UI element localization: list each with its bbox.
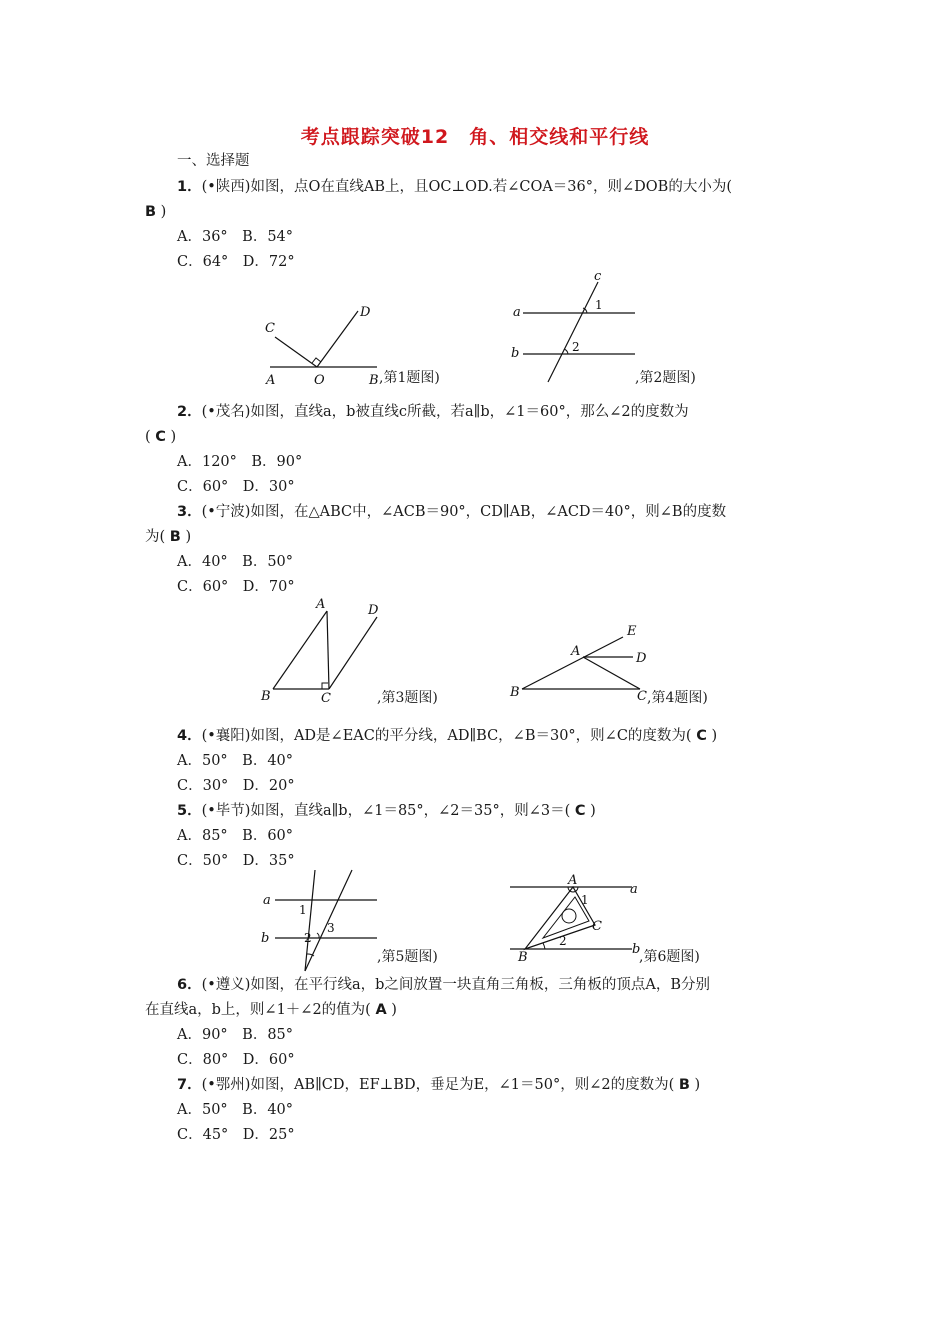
question-3-continued <box>145 527 191 547</box>
label-1: 1 <box>581 893 589 907</box>
answer: C <box>574 803 586 819</box>
answer: A <box>375 1002 387 1018</box>
options-row: C．60° D．30° <box>177 479 295 495</box>
section-heading: 一、选择题 <box>177 153 250 169</box>
answer: C <box>155 429 166 445</box>
figure-6 <box>505 873 700 965</box>
bracket: 为( <box>145 529 166 545</box>
figure-caption: ,第4题图) <box>647 690 708 706</box>
answer: C <box>696 728 707 744</box>
question-number: 2． <box>177 404 202 420</box>
bracket: ) <box>185 529 192 545</box>
label-E: E <box>627 624 637 639</box>
bracket: ) <box>170 429 177 445</box>
label-D: D <box>360 305 371 320</box>
figure-caption: ,第1题图) <box>379 370 440 386</box>
figure-caption: ,第6题图) <box>639 949 700 965</box>
label-B: B <box>510 685 520 700</box>
label-1: 1 <box>299 903 307 917</box>
question-1 <box>177 177 732 197</box>
bracket: ) <box>391 1002 397 1018</box>
figure-caption: ,第2题图) <box>635 370 696 386</box>
options-row: A．120° B．90° <box>177 454 303 470</box>
options-row: A．50° B．40° <box>177 1102 294 1118</box>
label-a: a <box>513 305 521 320</box>
question-7 <box>177 1075 700 1095</box>
question-text: (•茂名)如图，直线a，b被直线c所截，若a∥b，∠1＝60°，那么∠2的度数为 <box>201 404 689 420</box>
options-row: C．30° D．20° <box>177 778 295 794</box>
question-number: 6． <box>177 977 202 993</box>
label-2: 2 <box>559 934 567 948</box>
options-row: A．40° B．50° <box>177 554 294 570</box>
question-text: (•宁波)如图，在△ABC中，∠ACB＝90°，CD∥AB，∠ACD＝40°，则∠B的度数 <box>201 504 727 520</box>
label-c: c <box>594 269 602 284</box>
options-row: A．36° B．54° <box>177 229 294 245</box>
label-a: a <box>263 893 271 908</box>
figure-4 <box>505 620 708 706</box>
options-row: A．85° B．60° <box>177 828 294 844</box>
label-b: b <box>632 942 641 957</box>
options-row: A．90° B．85° <box>177 1027 294 1043</box>
answer: B <box>145 204 157 220</box>
bracket: ) <box>694 1077 701 1093</box>
answer: B <box>169 529 181 545</box>
figure-1 <box>255 295 455 390</box>
question-text: (•毕节)如图，直线a∥b，∠1＝85°，∠2＝35°，则∠3＝( <box>201 803 571 819</box>
question-2 <box>177 402 689 422</box>
question-3 <box>177 502 726 522</box>
label-A: A <box>316 597 326 612</box>
question-text: (•遵义)如图，在平行线a，b之间放置一块直角三角板，三角板的顶点A，B分别 <box>201 977 711 993</box>
question-number: 5． <box>177 803 202 819</box>
question-4 <box>177 726 717 746</box>
question-2-continued <box>145 427 176 447</box>
label-2: 2 <box>572 340 580 354</box>
figure-caption: ,第3题图) <box>377 690 438 706</box>
question-number: 1． <box>177 179 202 195</box>
question-5 <box>177 801 596 821</box>
question-text: (•鄂州)如图，AB∥CD，EF⊥BD，垂足为E，∠1＝50°，则∠2的度数为( <box>201 1077 675 1093</box>
label-3: 3 <box>327 921 335 935</box>
label-A: A <box>571 644 581 659</box>
answer: B <box>678 1077 690 1093</box>
question-6 <box>177 975 710 995</box>
label-A: A <box>266 373 276 388</box>
bracket: ) <box>711 728 718 744</box>
bracket: ) <box>590 803 596 819</box>
question-text: (•陕西)如图，点O在直线AB上，且OC⊥OD.若∠COA＝36°，则∠DOB的大小为( <box>201 179 732 195</box>
figure-3 <box>255 595 438 710</box>
options-row: C．64° D．72° <box>177 254 295 270</box>
label-C: C <box>265 321 275 336</box>
figure-2 <box>505 268 715 388</box>
label-B: B <box>518 950 528 965</box>
label-a: a <box>630 882 638 897</box>
question-text: 在直线a，b上，则∠1＋∠2的值为( <box>145 1002 371 1018</box>
question-6-continued <box>145 1000 397 1020</box>
label-B: B <box>261 689 271 704</box>
question-number: 7． <box>177 1077 202 1093</box>
label-b: b <box>511 346 520 361</box>
label-2: 2 <box>304 931 312 945</box>
label-D: D <box>636 651 647 666</box>
label-B: B <box>369 373 379 388</box>
page-title: 考点跟踪突破12 角、相交线和平行线 <box>300 126 650 148</box>
label-C: C <box>592 919 602 934</box>
label-D: D <box>368 603 379 618</box>
options-row: C．60° D．70° <box>177 579 295 595</box>
bracket: ) <box>160 204 167 220</box>
label-b: b <box>261 931 270 946</box>
options-row: C．80° D．60° <box>177 1052 295 1068</box>
question-number: 4． <box>177 728 202 744</box>
figure-5 <box>255 868 438 983</box>
question-number: 3． <box>177 504 202 520</box>
label-1: 1 <box>595 298 603 312</box>
label-A: A <box>568 873 578 888</box>
options-row: A．50° B．40° <box>177 753 294 769</box>
bracket: ( <box>145 429 151 445</box>
options-row: C．50° D．35° <box>177 853 295 869</box>
question-1-continued <box>145 202 166 222</box>
label-O: O <box>314 373 325 388</box>
figure-caption: ,第5题图) <box>377 949 438 965</box>
label-C: C <box>637 689 647 704</box>
label-C: C <box>321 691 331 706</box>
question-text: (•襄阳)如图，AD是∠EAC的平分线，AD∥BC，∠B＝30°，则∠C的度数为( <box>201 728 692 744</box>
options-row: C．45° D．25° <box>177 1127 295 1143</box>
